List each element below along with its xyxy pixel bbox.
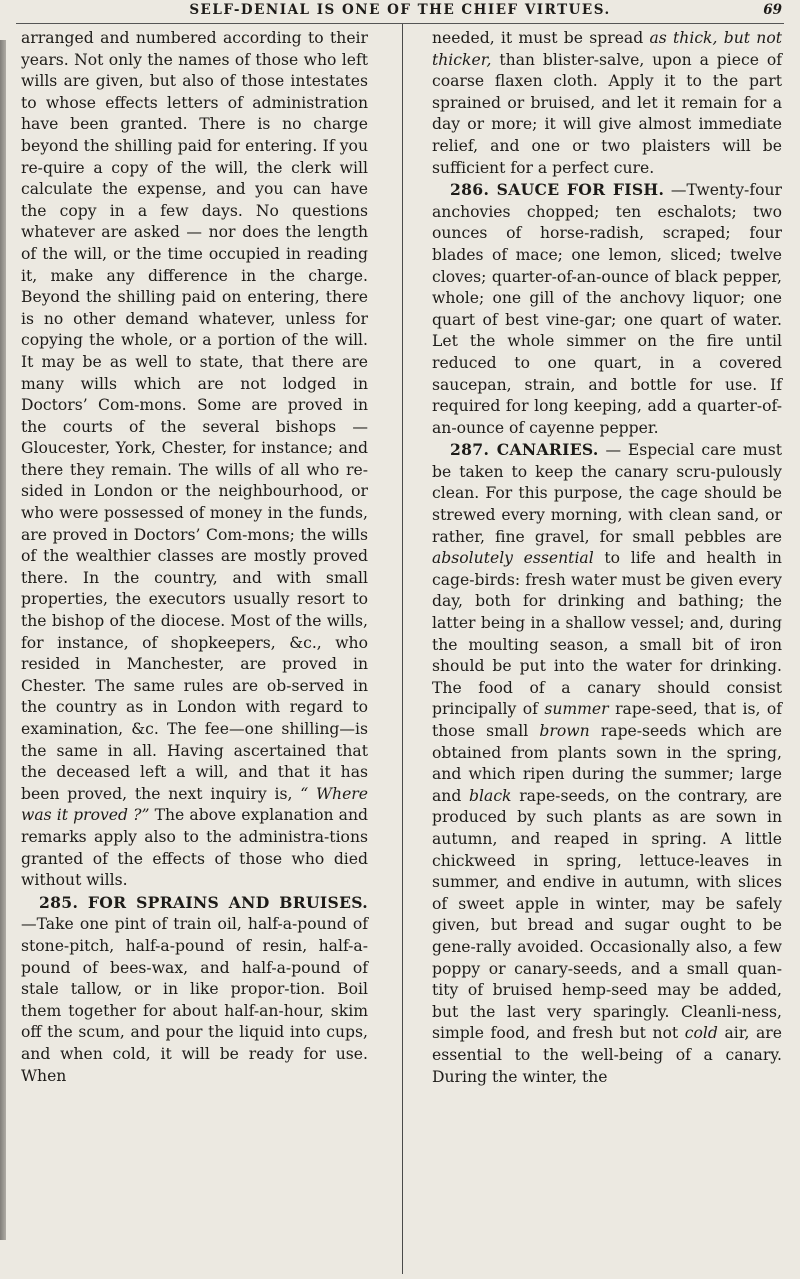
section-287: 287. CANARIES. — Especial care must be taken to keep the canary scru-pulously clean. For this purpose, the cage should be strewed every morning, with clean sand, or rather, fine gravel, for small pebbles are absolutely essential to life and health in cage-birds: fresh water must be given every day, both for drinking and bathing; the latter being in a shallow vessel; and, during the moulting season, a small bit of iron should be put into the water for drinking. The food of a canary should consist principally of summer rape-seed, that is, of those small brown rape-seeds which are obtained from plants sown in the spring, and which ripen during the summer; large and black rape-seeds, on the contrary, are produced by such plants as are sown in autumn, and reaped in spring. A little chickweed in spring, lettuce-leaves in summer, and endive in autumn, with slices of sweet apple in winter, may be safely given, but bread and sugar ought to be gene-rally avoided. Occasionally also, a few poppy or canary-seeds, and a small quan-tity of bruised hemp-seed may be added, but the last very sparingly. Cleanli-ness, simple food, and fresh but not cold air, are essential to the well-being of a canary. During the winter, the — [432, 440, 783, 1086]
page-number: 69 — [763, 2, 782, 18]
header-rule — [16, 23, 784, 24]
running-title: SELF-DENIAL IS ONE OF THE CHIEF VIRTUES. — [189, 2, 611, 18]
quote-where-proved: “ Where was it proved ?” — [21, 784, 368, 825]
paragraph-wills: arranged and numbered according to their years. Not only the names of those who left wills are given, but also of those intestates to whose effects letters of administration have been granted. There is no charge beyond the shilling paid for entering. If you re-quire a copy of the will, the clerk will calculate the expense, and you can have the copy in a few days. No questions whatever are asked — nor does the length of the will, or the time occupied in reading it, make any difference in the charge. Beyond the shilling paid on entering, there is no other demand whatever, unless for copying the whole, or a portion of the will. It may be as well to state, that there are many wills which are not lodged in Doctors’ Com-mons. Some are proved in the courts of the several bishops — Gloucester, York, Chester, for instance; and there they remain. The wills of all who re-sided in London or the neighbourhood, or who were possessed of money in the funds, are proved in Doctors’ Com-mons; the wills of the wealthier classes are mostly proved there. In the country, and with small properties, the executors usually resort to the bishop of the diocese. Most of the wills, for instance, of shopkeepers, &c., who resided in Manchester, are proved in Chester. The same rules are ob-served in the country as in London with regard to examination, &c. The fee—one shilling—is the same in all. Having ascertained that the deceased left a will, and that it has been proved, the next inquiry is, “ Where was it proved ?” The above explanation and remarks apply also to the administra-tions granted of the effects of those who died without wills. — [21, 29, 369, 890]
binding-shadow — [0, 40, 6, 1240]
right-column — [432, 28, 782, 1088]
heading-285: 285. FOR SPRAINS AND BRUISES. — [39, 892, 368, 912]
heading-287: 287. CANARIES. — [450, 440, 599, 460]
left-column — [21, 28, 368, 1087]
heading-286: 286. SAUCE FOR FISH. — [450, 180, 665, 200]
paragraph-continued: needed, it must be spread as thick, but not thicker, than blister-salve, upon a piece of coarse flaxen cloth. Apply it to the part sprained or bruised, and let it remain for a day or more; it will give almost immediate relief, and one or two plaisters will be sufficient for a perfect cure. — [432, 29, 782, 177]
running-header — [0, 0, 800, 20]
column-divider — [402, 24, 403, 1274]
section-285: 285. FOR SPRAINS AND BRUISES. —Take one pint of train oil, half-a-pound of stone-pitch, half-a-pound of resin, half-a-pound of bees-wax, and half-a-pound of stale tallow, or in like propor-tion. Boil them together for about half-an-hour, skim off the scum, and pour the liquid into cups, and when cold, it will be ready for use. When — [21, 892, 368, 1085]
section-286: 286. SAUCE FOR FISH. —Twenty-four anchovies chopped; ten eschalots; two ounces of horse-radish, scraped; four blades of mace; one lemon, sliced; twelve cloves; quarter-of-an-ounce of black pepper, whole; one gill of the anchovy liquor; one quart of best vine-gar; one quart of water. Let the whole simmer on the fire until reduced to one quart, in a covered saucepan, strain, and bottle for use. If required for long keeping, add a quarter-of-an-ounce of cayenne pepper. — [432, 180, 782, 437]
